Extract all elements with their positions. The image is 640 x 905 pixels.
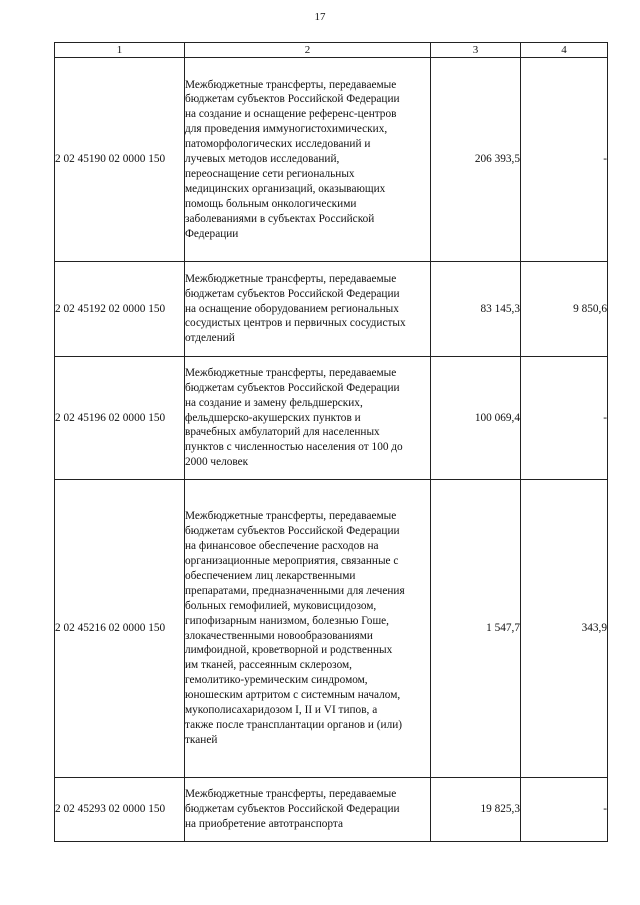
- description-line: заболеваниями в субъектах Российской: [185, 212, 375, 225]
- description-line: обеспечением лиц лекарственными: [185, 569, 356, 582]
- budget-code: 2 02 45293 02 0000 150: [55, 778, 185, 842]
- table-row: [55, 778, 608, 842]
- description-line: злокачественными новообразованиями: [185, 629, 373, 642]
- amount-col4: -: [521, 778, 608, 842]
- row-description: [185, 778, 431, 842]
- description-line: организационные мероприятия, связанные с: [185, 554, 399, 567]
- description-line: отделений: [185, 332, 235, 345]
- amount-col4: 9 850,6: [521, 262, 608, 357]
- column-header-3: 3: [431, 43, 521, 58]
- amount-col4: -: [521, 357, 608, 480]
- description-line: им тканей, рассеянным склерозом,: [185, 659, 352, 672]
- budget-code: 2 02 45196 02 0000 150: [55, 357, 185, 480]
- description-line: помощь больным онкологическими: [185, 197, 357, 210]
- description-line: гемолитико-уремическим синдромом,: [185, 674, 368, 687]
- description-line: Межбюджетные трансферты, передаваемые: [185, 272, 397, 285]
- description-line: мукополисахаридозом I, II и VI типов, а: [185, 704, 378, 717]
- column-header-4: 4: [521, 43, 608, 58]
- description-line: пунктов с численностью населения от 100 до: [185, 441, 403, 454]
- description-line: сосудистых центров и первичных сосудистых: [185, 317, 406, 330]
- amount-col3: 1 547,7: [431, 480, 521, 778]
- budget-code: 2 02 45192 02 0000 150: [55, 262, 185, 357]
- header-row: [55, 43, 608, 58]
- table-row: [55, 357, 608, 480]
- description-line: лимфоидной, кроветворной и родственных: [185, 644, 393, 657]
- row-description: [185, 480, 431, 778]
- budget-code: 2 02 45190 02 0000 150: [55, 58, 185, 262]
- description-line: на финансовое обеспечение расходов на: [185, 540, 379, 553]
- table-body: [55, 58, 608, 842]
- table-row: [55, 58, 608, 262]
- budget-table: [54, 42, 608, 842]
- description-line: на приобретение автотранспорта: [185, 817, 343, 830]
- page-number: 17: [314, 11, 326, 23]
- description-line: бюджетам субъектов Российской Федерации: [185, 381, 400, 394]
- description-line: лучевых методов исследований,: [185, 153, 340, 166]
- description-line: Межбюджетные трансферты, передаваемые: [185, 510, 397, 523]
- amount-col3: 100 069,4: [431, 357, 521, 480]
- description-line: врачебных амбулаторий для населенных: [185, 426, 380, 439]
- amount-col4: -: [521, 58, 608, 262]
- description-line: юношеским артритом с системным началом,: [185, 689, 401, 702]
- budget-code: 2 02 45216 02 0000 150: [55, 480, 185, 778]
- column-header-1: 1: [55, 43, 185, 58]
- description-line: Межбюджетные трансферты, передаваемые: [185, 366, 397, 379]
- description-line: бюджетам субъектов Российской Федерации: [185, 803, 400, 816]
- description-line: бюджетам субъектов Российской Федерации: [185, 525, 400, 538]
- description-line: патоморфологических исследований и: [185, 138, 371, 151]
- description-line: Межбюджетные трансферты, передаваемые: [185, 78, 397, 91]
- row-description: [185, 262, 431, 357]
- description-line: на создание и оснащение референс-центров: [185, 108, 397, 121]
- table-row: [55, 262, 608, 357]
- description-line: переоснащение сети региональных: [185, 167, 355, 180]
- description-line: Федерации: [185, 227, 239, 240]
- description-line: фельдшерско-акушерских пунктов и: [185, 411, 361, 424]
- description-line: на создание и замену фельдшерских,: [185, 396, 363, 409]
- description-line: бюджетам субъектов Российской Федерации: [185, 93, 400, 106]
- table-header: [55, 43, 608, 58]
- description-line: бюджетам субъектов Российской Федерации: [185, 287, 400, 300]
- amount-col3: 83 145,3: [431, 262, 521, 357]
- description-line: 2000 человек: [185, 456, 249, 469]
- description-line: больных гемофилией, муковисцидозом,: [185, 599, 377, 612]
- amount-col4: 343,9: [521, 480, 608, 778]
- description-line: тканей: [185, 733, 218, 746]
- amount-col3: 206 393,5: [431, 58, 521, 262]
- table-row: [55, 480, 608, 778]
- description-line: препаратами, предназначенными для лечения: [185, 584, 405, 597]
- row-description: [185, 58, 431, 262]
- description-line: для проведения иммуногистохимических,: [185, 123, 388, 136]
- row-description: [185, 357, 431, 480]
- column-header-2: 2: [185, 43, 431, 58]
- description-line: также после трансплантации органов и (или): [185, 718, 403, 731]
- description-line: Межбюджетные трансферты, передаваемые: [185, 788, 397, 801]
- description-line: медицинских организаций, оказывающих: [185, 182, 386, 195]
- description-line: на оснащение оборудованием региональных: [185, 302, 399, 315]
- amount-col3: 19 825,3: [431, 778, 521, 842]
- description-line: гипофизарным нанизмом, болезнью Гоше,: [185, 614, 389, 627]
